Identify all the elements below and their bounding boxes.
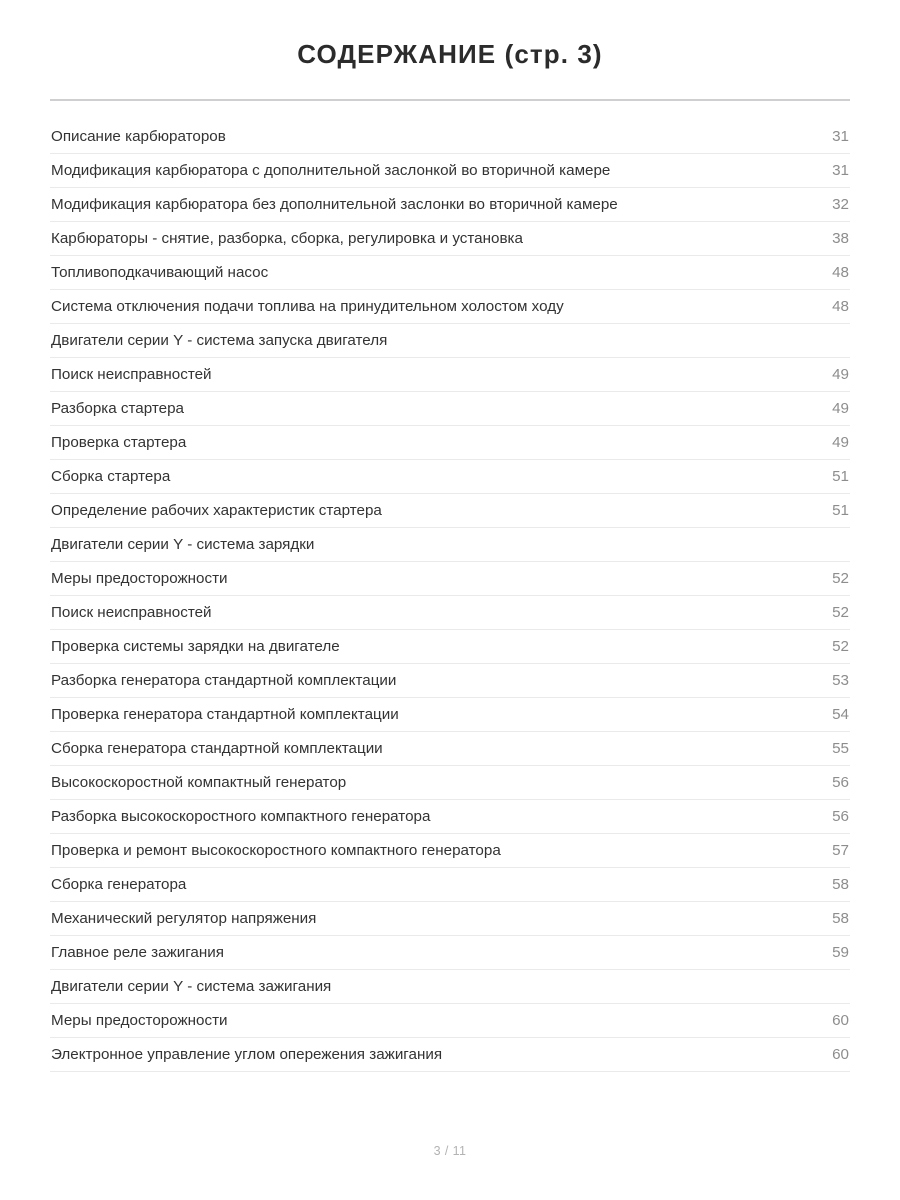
toc-entry-label: Сборка генератора [51, 875, 187, 893]
page-title: СОДЕРЖАНИЕ (стр. 3) [297, 39, 603, 69]
toc-entry-label: Система отключения подачи топлива на принудительном холостом ходу [51, 297, 564, 315]
toc-entry-page-number: 60 [832, 1045, 849, 1063]
toc-entry[interactable] [50, 494, 850, 528]
toc-entry[interactable] [50, 222, 850, 256]
toc-entry[interactable] [50, 766, 850, 800]
toc-entry-label: Проверка генератора стандартной комплектации [51, 705, 399, 723]
toc-entry[interactable] [50, 1004, 850, 1038]
toc-entry-label: Главное реле зажигания [51, 943, 224, 961]
toc-entry[interactable] [50, 936, 850, 970]
toc-entry-page-number: 48 [832, 263, 849, 281]
toc-entry-label: Сборка генератора стандартной комплектации [51, 739, 383, 757]
toc-entry-page-number: 60 [832, 1011, 849, 1029]
toc-entry-label: Проверка и ремонт высокоскоростного компактного генератора [51, 841, 501, 859]
toc-entry-page-number: 57 [832, 841, 849, 859]
toc-entry-label: Меры предосторожности [51, 1011, 228, 1029]
toc-entry-page-number: 51 [832, 467, 849, 485]
title-divider [50, 99, 850, 101]
toc-entry-page-number: 32 [832, 195, 849, 213]
toc-entry[interactable] [50, 902, 850, 936]
toc-entry-page-number: 49 [832, 433, 849, 451]
toc-entry[interactable] [50, 970, 850, 1004]
toc-entry-label: Модификация карбюратора с дополнительной заслонкой во вторичной камере [51, 161, 611, 179]
toc-entry-page-number: 56 [832, 807, 849, 825]
toc-entry[interactable] [50, 120, 850, 154]
toc-entry-page-number: 54 [832, 705, 849, 723]
toc-entry[interactable] [50, 188, 850, 222]
toc-entry-label: Разборка высокоскоростного компактного генератора [51, 807, 431, 825]
toc-entry-label: Модификация карбюратора без дополнительной заслонки во вторичной камере [51, 195, 618, 213]
toc-entry-page-number: 52 [832, 603, 849, 621]
toc-entry-page-number: 31 [832, 127, 849, 145]
toc-entry[interactable] [50, 324, 850, 358]
toc-entry-page-number: 55 [832, 739, 849, 757]
toc-entry-page-number: 58 [832, 909, 849, 927]
toc-entry-label: Механический регулятор напряжения [51, 909, 317, 927]
toc-entry-label: Поиск неисправностей [51, 603, 212, 621]
toc-entry[interactable] [50, 528, 850, 562]
toc-entry-label: Разборка стартера [51, 399, 184, 417]
toc-entry-label: Двигатели серии Y - система зажигания [51, 977, 332, 995]
toc-entry-page-number: 49 [832, 399, 849, 417]
toc-entry[interactable] [50, 834, 850, 868]
toc-entry[interactable] [50, 868, 850, 902]
toc-entry[interactable] [50, 290, 850, 324]
toc-entry-label: Сборка стартера [51, 467, 171, 485]
toc-entry-page-number: 51 [832, 501, 849, 519]
toc-entry[interactable] [50, 154, 850, 188]
toc-entry[interactable] [50, 630, 850, 664]
toc-entry[interactable] [50, 800, 850, 834]
toc-entry[interactable] [50, 732, 850, 766]
toc-entry-label: Топливоподкачивающий насос [51, 263, 269, 281]
toc-entry-label: Проверка стартера [51, 433, 187, 451]
toc-entry[interactable] [50, 1038, 850, 1072]
toc-entry-page-number: 53 [832, 671, 849, 689]
toc-entry-label: Поиск неисправностей [51, 365, 212, 383]
toc-entry[interactable] [50, 664, 850, 698]
toc-entry-page-number: 52 [832, 637, 849, 655]
toc-entry[interactable] [50, 596, 850, 630]
toc-entry-page-number: 56 [832, 773, 849, 791]
toc-entry[interactable] [50, 562, 850, 596]
toc-entry-page-number: 31 [832, 161, 849, 179]
toc-entry-page-number: 59 [832, 943, 849, 961]
toc-entry[interactable] [50, 698, 850, 732]
toc-entry[interactable] [50, 392, 850, 426]
toc-entry-label: Карбюраторы - снятие, разборка, сборка, регулировка и установка [51, 229, 523, 247]
toc-entry-page-number: 38 [832, 229, 849, 247]
toc-entry-label: Разборка генератора стандартной комплектации [51, 671, 397, 689]
toc-entry-label: Высокоскоростной компактный генератор [51, 773, 347, 791]
toc-entry-label: Двигатели серии Y - система запуска двигателя [51, 331, 388, 349]
toc-entry-label: Описание карбюраторов [51, 127, 226, 145]
toc-entry[interactable] [50, 426, 850, 460]
toc-entry[interactable] [50, 358, 850, 392]
toc-entry-page-number: 49 [832, 365, 849, 383]
toc-entry[interactable] [50, 460, 850, 494]
table-of-contents [50, 120, 850, 1072]
toc-entry-label: Меры предосторожности [51, 569, 228, 587]
toc-entry-page-number: 52 [832, 569, 849, 587]
toc-entry-label: Двигатели серии Y - система зарядки [51, 535, 315, 553]
toc-entry-page-number: 48 [832, 297, 849, 315]
toc-entry-page-number: 58 [832, 875, 849, 893]
toc-entry-label: Электронное управление углом опережения зажигания [51, 1045, 443, 1063]
toc-entry-label: Определение рабочих характеристик стартера [51, 501, 382, 519]
pagination-indicator: 3 / 11 [433, 1144, 467, 1158]
toc-entry[interactable] [50, 256, 850, 290]
toc-entry-label: Проверка системы зарядки на двигателе [51, 637, 340, 655]
page-footer [0, 1142, 900, 1160]
